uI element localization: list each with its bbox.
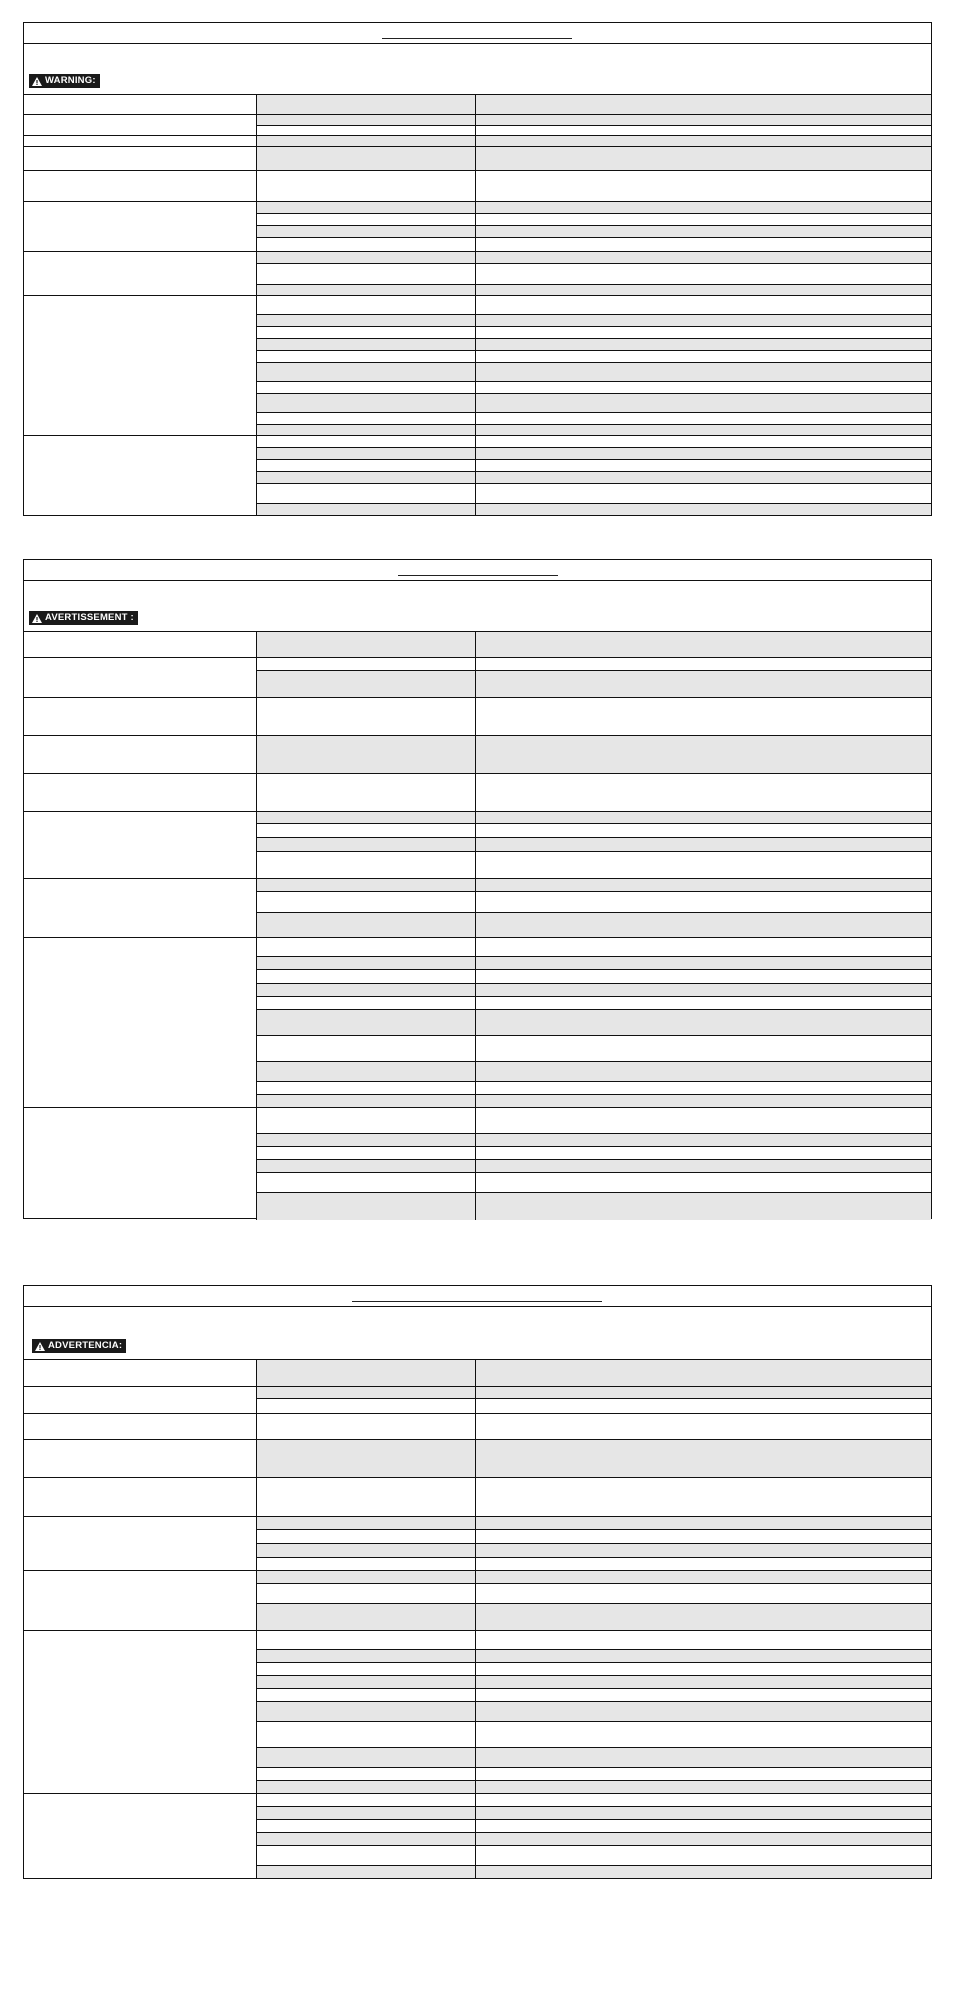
table-row [24,698,931,735]
cause-cell [257,1414,476,1439]
title-underline [382,38,572,39]
troubleshooting-section-english [23,22,932,516]
problem-cell [24,1414,257,1439]
warning-label: WARNING: [45,75,96,86]
warning-badge [32,1339,126,1353]
warning-triangle-icon [32,77,42,86]
title-underline [352,1301,602,1302]
cause-cell [257,736,476,773]
table-row [24,115,931,125]
warning-area [24,1307,931,1360]
warning-badge [29,74,100,88]
solution-cell [476,774,931,811]
warning-triangle-icon [32,614,42,623]
problem-cell [24,1440,257,1477]
problem-cell [24,698,257,735]
cause-cell [257,1478,476,1516]
title-underline [398,575,558,576]
section-title-bar [24,560,931,581]
cause-cell [257,136,476,146]
warning-label: ADVERTENCIA: [48,1340,123,1351]
cause-cell [257,147,476,170]
section-title-bar [24,23,931,44]
cause-cell [257,1440,476,1477]
solution-cell [476,171,931,201]
problem-cell [24,774,257,811]
header-cause [257,95,476,114]
warning-area [24,44,931,95]
table-row [24,1478,931,1516]
table-row [24,736,931,773]
solution-cell [476,1414,931,1439]
problem-cell [24,736,257,773]
table-row [24,171,931,201]
section-title-bar [24,1286,931,1307]
solution-cell [476,1440,931,1477]
solution-cell [476,698,931,735]
solution-cell [476,147,931,170]
troubleshooting-table [24,632,931,1220]
problem-cell [24,1478,257,1516]
header-solution [476,1360,931,1386]
problem-cell [24,171,257,201]
warning-area [24,581,931,632]
cause-cell [257,171,476,201]
table-row [24,1414,931,1439]
solution-cell [476,1478,931,1516]
warning-label: AVERTISSEMENT : [45,612,134,623]
problem-cell [24,147,257,170]
header-cause [257,632,476,657]
troubleshooting-table [24,95,931,515]
table-header-row [24,1360,931,1386]
table-row [24,1440,931,1477]
header-problem [24,1360,257,1386]
solution-cell [476,136,931,146]
table-row [24,147,931,170]
cause-cell [257,126,476,135]
header-cause [257,1360,476,1386]
header-solution [476,632,931,657]
table-row [24,774,931,811]
solution-cell [476,115,931,125]
troubleshooting-section-french [23,559,932,1219]
warning-triangle-icon [35,1342,45,1351]
troubleshooting-table [24,1360,931,1878]
troubleshooting-section-spanish [23,1285,932,1879]
problem-cell [24,136,257,146]
table-header-row [24,95,931,114]
solution-cell [476,736,931,773]
table-row [24,126,931,135]
solution-cell [476,126,931,135]
cause-cell [257,115,476,125]
header-problem [24,95,257,114]
warning-badge [29,611,138,625]
header-problem [24,632,257,657]
table-row [24,136,931,146]
header-solution [476,95,931,114]
cause-cell [257,774,476,811]
table-header-row [24,632,931,657]
cause-cell [257,698,476,735]
